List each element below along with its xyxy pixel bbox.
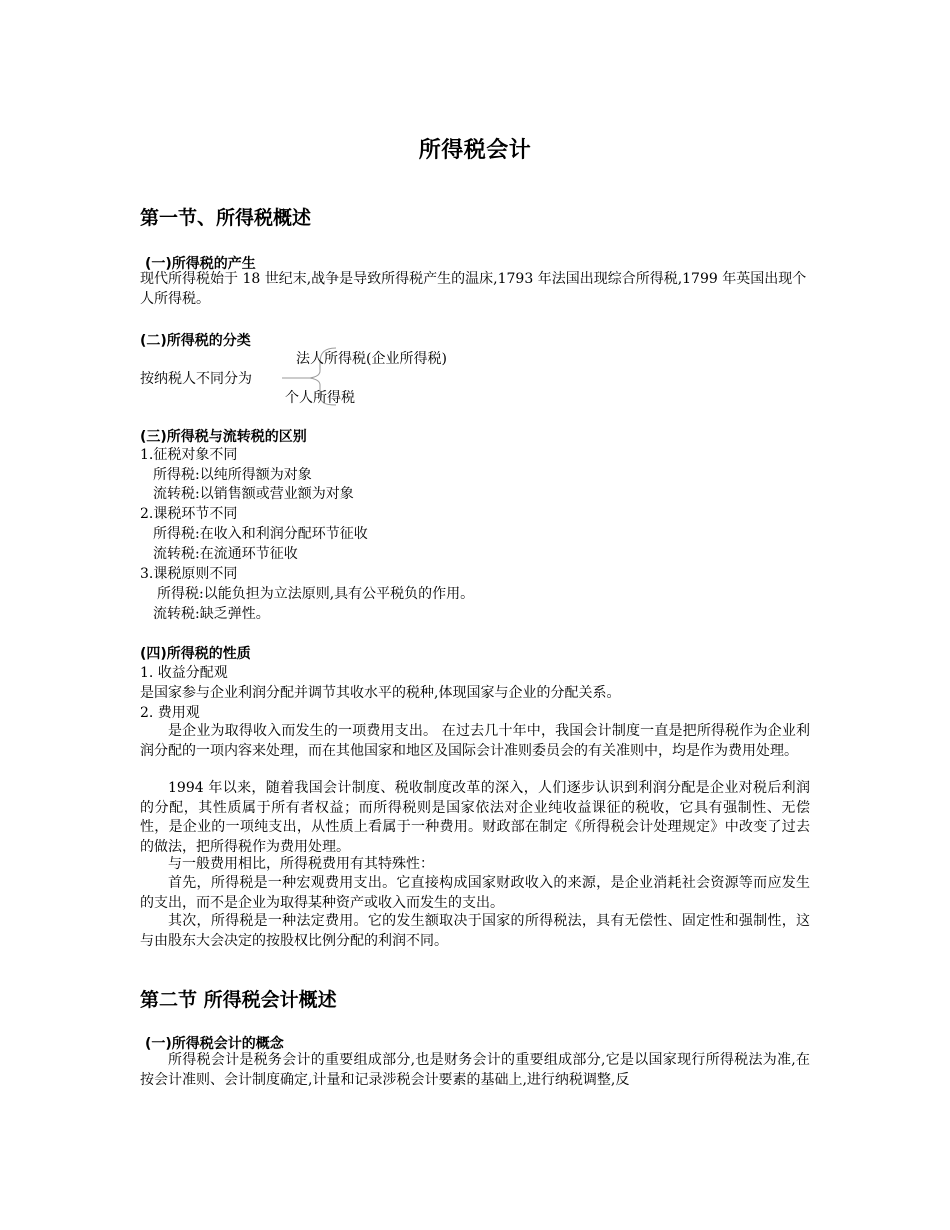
difference-item-1: 1.征税对象不同	[140, 447, 238, 463]
difference-item-1b: 流转税:以销售额或营业额为对象	[153, 486, 354, 502]
difference-item-2b: 流转税:在流通环节征收	[153, 546, 298, 562]
nature-view-1-text: 是国家参与企业利润分配并调节其收水平的税种,体现国家与企业的分配关系。	[140, 685, 621, 701]
difference-item-3a: 所得税:以能负担为立法原则,具有公平税负的作用。	[157, 586, 475, 602]
concept-heading: (一)所得税会计的概念	[145, 1036, 284, 1052]
classification-branch-2: 个人所得税	[285, 390, 355, 406]
difference-item-3: 3.课税原则不同	[140, 566, 238, 582]
section2-heading: 第二节 所得税会计概述	[140, 989, 337, 1011]
nature-paragraph-2: 1994 年以来，随着我国会计制度、税收制度改革的深入，人们逐步认识到利润分配是企业对税后利润的分配，其性质属于所有者权益；而所得税则是国家依法对企业纯收益课征的税收，它具有强制性、无偿性，是企业的一项纯支出，从性质上看属于一种费用。财政部在制定《所得税会计处理规定》中改变了过去的做法，把所得税作为费用处理。	[140, 780, 810, 855]
difference-item-2: 2.课税环节不同	[140, 506, 238, 522]
nature-view-1: 1. 收益分配观	[140, 665, 228, 681]
difference-item-1a: 所得税:以纯所得额为对象	[153, 467, 312, 483]
nature-heading: (四)所得税的性质	[140, 646, 251, 662]
classification-branch-1: 法人所得税(企业所得税)	[296, 351, 447, 367]
document-title: 所得税会计	[418, 138, 532, 163]
difference-item-3b: 流转税:缺乏弹性。	[153, 606, 270, 622]
nature-paragraph-5: 其次，所得税是一种法定费用。它的发生额取决于国家的所得税法，具有无偿性、固定性和强制性，这与由股东大会决定的按股权比例分配的利润不同。	[140, 913, 810, 949]
section1-heading: 第一节、所得税概述	[140, 207, 312, 229]
difference-heading: (三)所得税与流转税的区别	[140, 429, 307, 445]
origin-text: 现代所得税始于 18 世纪末,战争是导致所得税产生的温床,1793 年法国出现综合所得税,1799 年英国出现个人所得税。	[140, 271, 807, 307]
nature-view-2: 2. 费用观	[140, 705, 200, 721]
nature-paragraph-3: 与一般费用相比，所得税费用有其特殊性：	[168, 856, 434, 872]
nature-paragraph-4: 首先，所得税是一种宏观费用支出。它直接构成国家财政收入的来源，是企业消耗社会资源等而应发生的支出，而不是企业为取得某种资产或收入而发生的支出。	[140, 875, 810, 911]
concept-text: 所得税会计是税务会计的重要组成部分,也是财务会计的重要组成部分,它是以国家现行所得税法为准,在按会计准则、会计制度确定,计量和记录涉税会计要素的基础上,进行纳税调整,反	[140, 1052, 810, 1088]
difference-item-2a: 所得税:在收入和利润分配环节征收	[153, 526, 368, 542]
classification-lead: 按纳税人不同分为	[140, 371, 252, 387]
origin-heading: (一)所得税的产生	[145, 256, 256, 272]
nature-paragraph-1: 是企业为取得收入而发生的一项费用支出。 在过去几十年中，我国会计制度一直是把所得税作为企业利润分配的一项内容来处理，而在其他国家和地区及国际会计准则委员会的有关准则中，均是作为费用处理。	[140, 723, 810, 759]
classification-heading: (二)所得税的分类	[140, 333, 251, 349]
